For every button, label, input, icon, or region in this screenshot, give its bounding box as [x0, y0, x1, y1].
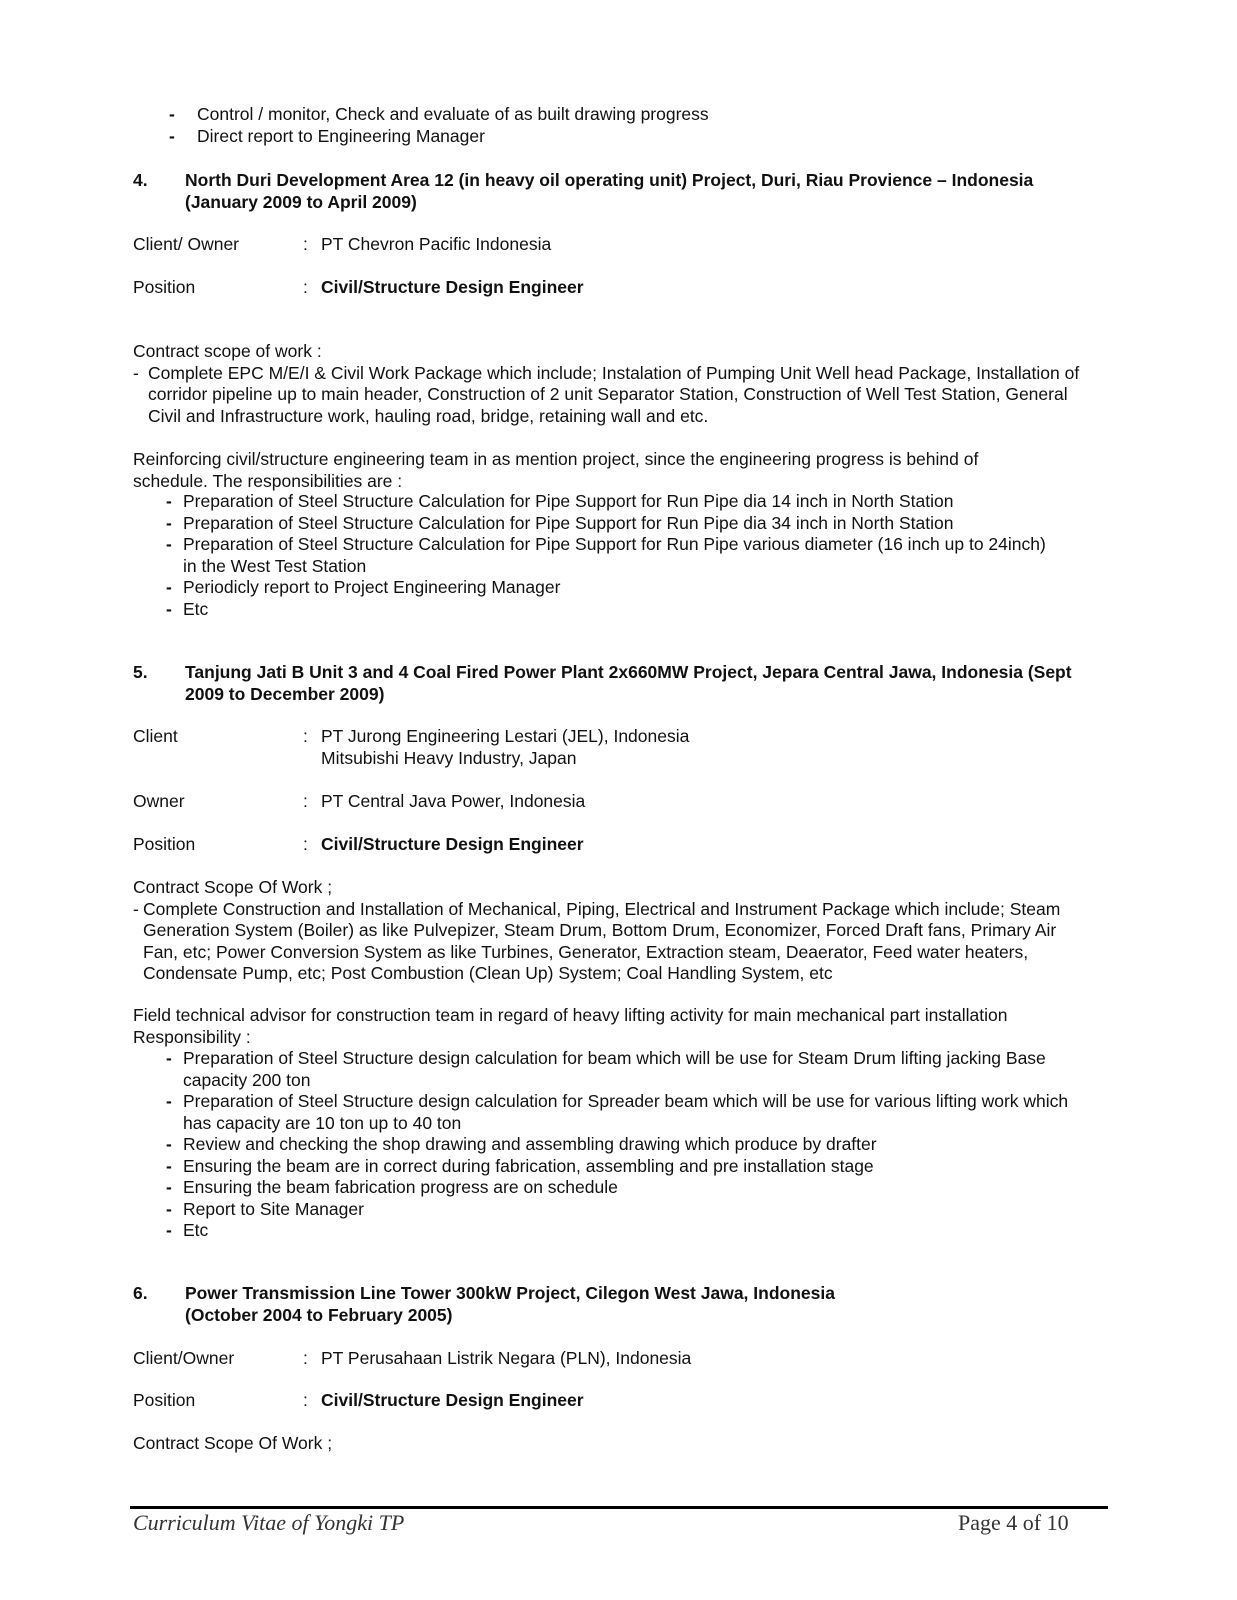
colon: :	[303, 277, 308, 297]
section-5-title: Tanjung Jati B Unit 3 and 4 Coal Fired Power Plant 2x660MW Project, Jepara Central Jawa, Indonesia (Sept 2009 to December 2009)	[185, 662, 1072, 704]
footer-divider	[130, 1506, 1108, 1509]
section-4-responsibilities	[133, 491, 1053, 620]
list-item: - Preparation of Steel Structure Calculation for Pipe Support for Run Pipe dia 14 inch in North Station	[133, 491, 1053, 513]
owner-value: PT Central Java Power, Indonesia	[321, 791, 586, 811]
colon: :	[303, 834, 308, 854]
list-item: - Etc	[133, 599, 1053, 621]
section-6-title-line-2: (October 2004 to February 2005)	[185, 1305, 453, 1325]
section-6-scope-heading: Contract Scope Of Work ;	[133, 1433, 333, 1453]
scope-text: - Complete EPC M/E/I & Civil Work Package which include; Instalation of Pumping Unit Well head Package, Installation of corridor pipeline up to main header, Construction of 2 unit Separator Station, Construction of Well Test Station, General Civil and Infrastructure work, hauling road, bridge, retaining wall and etc.	[133, 363, 1098, 428]
section-4-intro: Reinforcing civil/structure engineering team in as mention project, since the engineering progress is behind of schedule. The responsibilities are :	[133, 449, 979, 491]
list-item: - Preparation of Steel Structure design calculation for Spreader beam which will be use for various lifting work which has capacity are 10 ton up to 40 ton	[133, 1091, 1078, 1134]
list-item: - Periodicly report to Project Engineering Manager	[133, 577, 1053, 599]
client-value-1: PT Jurong Engineering Lestari (JEL), Indonesia	[321, 726, 690, 746]
position-value: Civil/Structure Design Engineer	[321, 834, 584, 854]
scope-heading: Contract scope of work :	[133, 341, 322, 361]
section-4-number: 4.	[133, 170, 148, 190]
list-item: - Etc	[133, 1220, 1078, 1242]
colon: :	[303, 234, 308, 254]
client-value-2: Mitsubishi Heavy Industry, Japan	[321, 748, 577, 768]
section-6-title-line-1: Power Transmission Line Tower 300kW Project, Cilegon West Jawa, Indonesia	[185, 1283, 835, 1303]
position-value: Civil/Structure Design Engineer	[321, 1390, 584, 1410]
position-label: Position	[133, 834, 196, 854]
section-4-scope	[133, 341, 1113, 427]
client-label: Client/Owner	[133, 1348, 235, 1368]
list-item: - Ensuring the beam are in correct during fabrication, assembling and pre installation stage	[133, 1156, 1078, 1178]
client-label: Client/ Owner	[133, 234, 240, 254]
section-5-number: 5.	[133, 662, 148, 682]
client-value: PT Chevron Pacific Indonesia	[321, 234, 552, 254]
scope-text: - Complete Construction and Installation of Mechanical, Piping, Electrical and Instrument Package which include; Steam Generation System (Boiler) as like Pulvepizer, Steam Drum, Bottom Drum, Economizer, Forced Draft fans, Primary Air Fan, etc; Power Conversion System as like Turbines, Generator, Extraction steam, Deaerator, Feed water heaters, Condensate Pump, etc; Post Combustion (Clean Up) System; Coal Handling System, etc	[133, 899, 1083, 985]
client-label: Client	[133, 726, 178, 746]
colon: :	[303, 1348, 308, 1368]
scope-heading: Contract Scope Of Work ;	[133, 877, 333, 897]
section-5-intro: Field technical advisor for construction team in regard of heavy lifting activity for main mechanical part installation	[133, 1005, 1008, 1025]
colon: :	[303, 1390, 308, 1410]
list-item: - Preparation of Steel Structure Calculation for Pipe Support for Run Pipe various diameter (16 inch up to 24inch) in the West Test Station	[133, 534, 1053, 577]
list-item: - Report to Site Manager	[133, 1199, 1078, 1221]
owner-label: Owner	[133, 791, 185, 811]
colon: :	[303, 726, 308, 746]
list-item: - Preparation of Steel Structure Calculation for Pipe Support for Run Pipe dia 34 inch in North Station	[133, 513, 1053, 535]
top-bullet-list	[133, 104, 1113, 147]
section-5-resp-label: Responsibility :	[133, 1027, 251, 1047]
list-item: - Review and checking the shop drawing and assembling drawing which produce by drafter	[133, 1134, 1078, 1156]
colon: :	[303, 791, 308, 811]
list-item: - Ensuring the beam fabrication progress are on schedule	[133, 1177, 1078, 1199]
position-label: Position	[133, 277, 196, 297]
section-5-responsibilities	[133, 1048, 1078, 1242]
section-4-title: North Duri Development Area 12 (in heavy oil operating unit) Project, Duri, Riau Provience – Indonesia (January 2009 to April 2009)	[185, 170, 1034, 212]
footer-document-title: Curriculum Vitae of Yongki TP	[133, 1510, 405, 1535]
list-item: - Direct report to Engineering Manager	[133, 126, 1113, 148]
position-value: Civil/Structure Design Engineer	[321, 277, 584, 297]
list-item: - Preparation of Steel Structure design calculation for beam which will be use for Steam Drum lifting jacking Base capacity 200 ton	[133, 1048, 1078, 1091]
position-label: Position	[133, 1390, 196, 1410]
section-5-scope	[133, 877, 1113, 985]
footer-page-number: Page 4 of 10	[958, 1510, 1069, 1535]
list-item: - Control / monitor, Check and evaluate of as built drawing progress	[133, 104, 1113, 126]
section-6-number: 6.	[133, 1283, 148, 1303]
client-value: PT Perusahaan Listrik Negara (PLN), Indonesia	[321, 1348, 692, 1368]
